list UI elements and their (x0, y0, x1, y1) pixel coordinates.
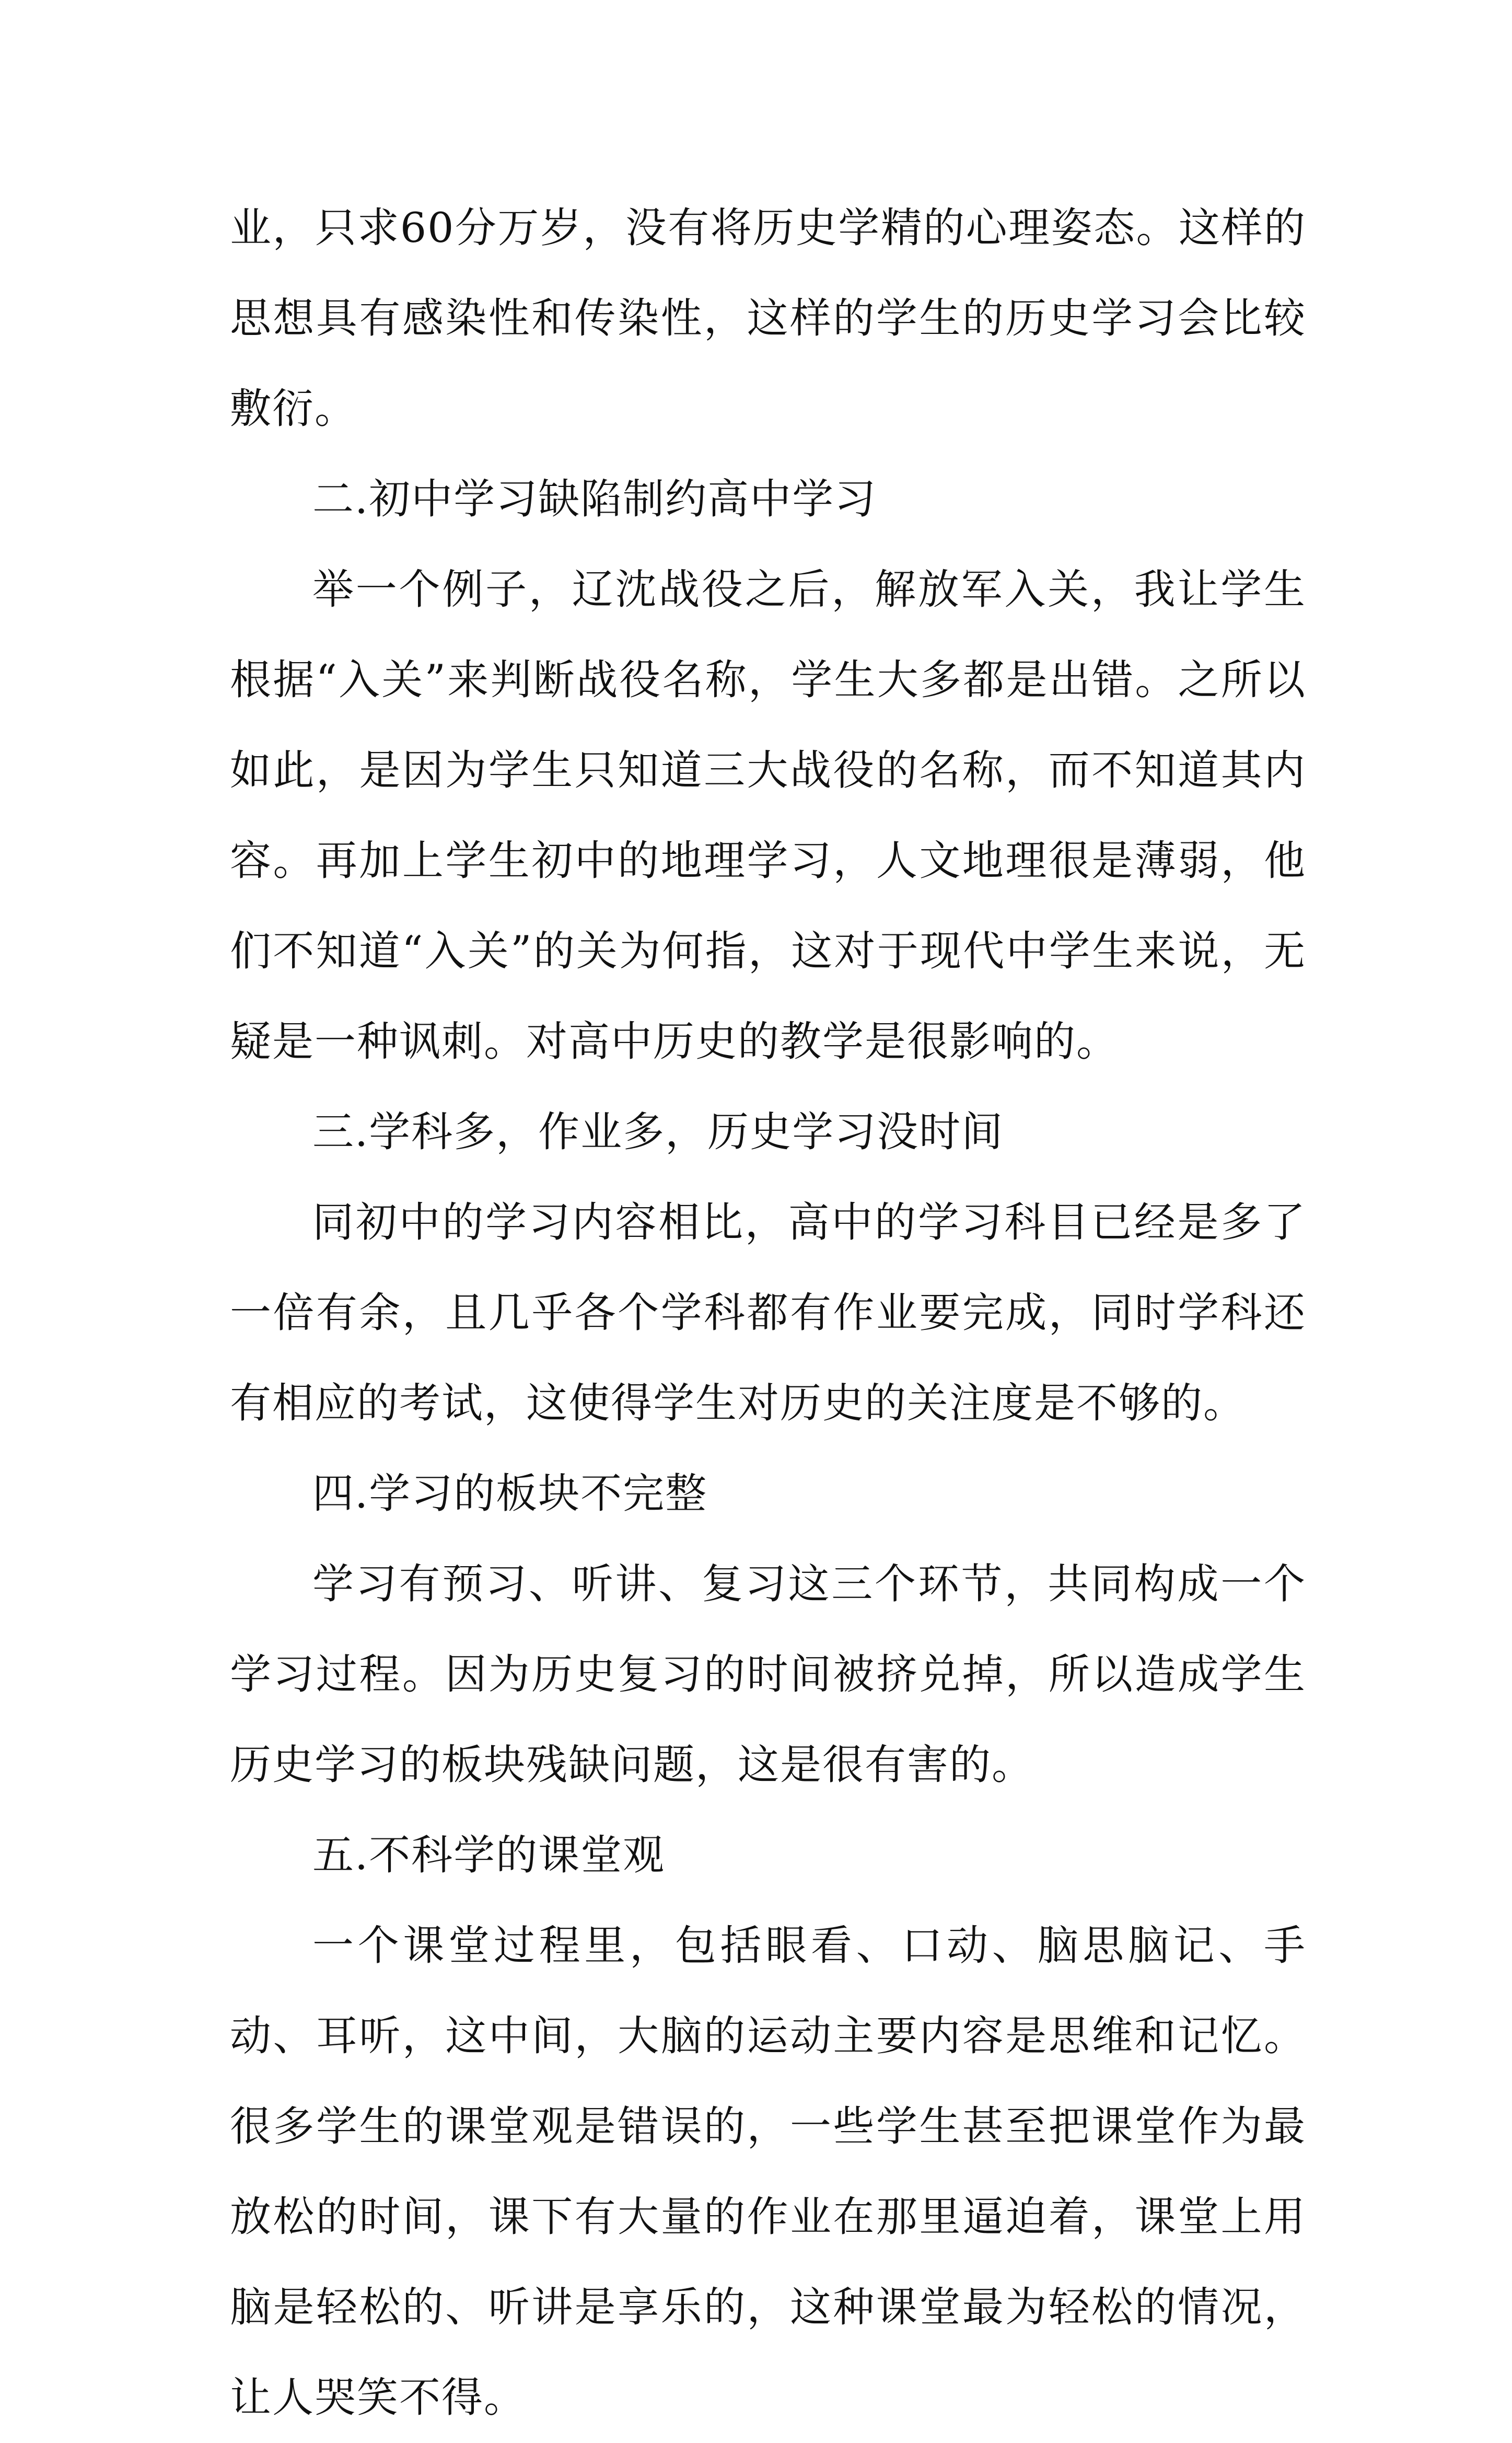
section-heading-4: 四.学习的板块不完整 (312, 1469, 708, 1518)
section-heading-5: 五.不科学的课堂观 (312, 1831, 666, 1879)
paragraph-classroom-view: 一个课堂过程里，包括眼看、口动、脑思脑记、手动、耳听，这中间，大脑的运动主要内容是思维和记忆。很多学生的课堂观是错误的，一些学生甚至把课堂作为最放松的时间，课下有大量的作业在那里逼迫着，课堂上用脑是轻松的、听讲是享乐的，这种课堂最为轻松的情况，让人哭笑不得。 (230, 1921, 1306, 2422)
paragraph-continued: 业，只求60分万岁，没有将历史学精的心理姿态。这样的思想具有感染性和传染性，这样的学生的历史学习会比较敷衍。 (230, 204, 1306, 433)
paragraph-subjects: 同初中的学习内容相比，高中的学习科目已经是多了一倍有余，且几乎各个学科都有作业要完成，同时学科还有相应的考试，这使得学生对历史的关注度是不够的。 (230, 1198, 1306, 1427)
paragraph-study-process: 学习有预习、听讲、复习这三个环节，共同构成一个学习过程。因为历史复习的时间被挤兑掉，所以造成学生历史学习的板块残缺问题，这是很有害的。 (230, 1560, 1306, 1789)
document-body (230, 183, 1306, 2443)
section-heading-3: 三.学科多，作业多，历史学习没时间 (312, 1108, 1004, 1156)
paragraph-example: 举一个例子，辽沈战役之后，解放军入关，我让学生根据“入关”来判断战役名称，学生大多都是出错。之所以如此，是因为学生只知道三大战役的名称，而不知道其内容。再加上学生初中的地理学习，人文地理很是薄弱，他们不知道“入关”的关为何指，这对于现代中学生来说，无疑是一种讽刺。对高中历史的教学是很影响的。 (230, 565, 1306, 1066)
section-heading-2: 二.初中学习缺陷制约高中学习 (312, 475, 877, 523)
